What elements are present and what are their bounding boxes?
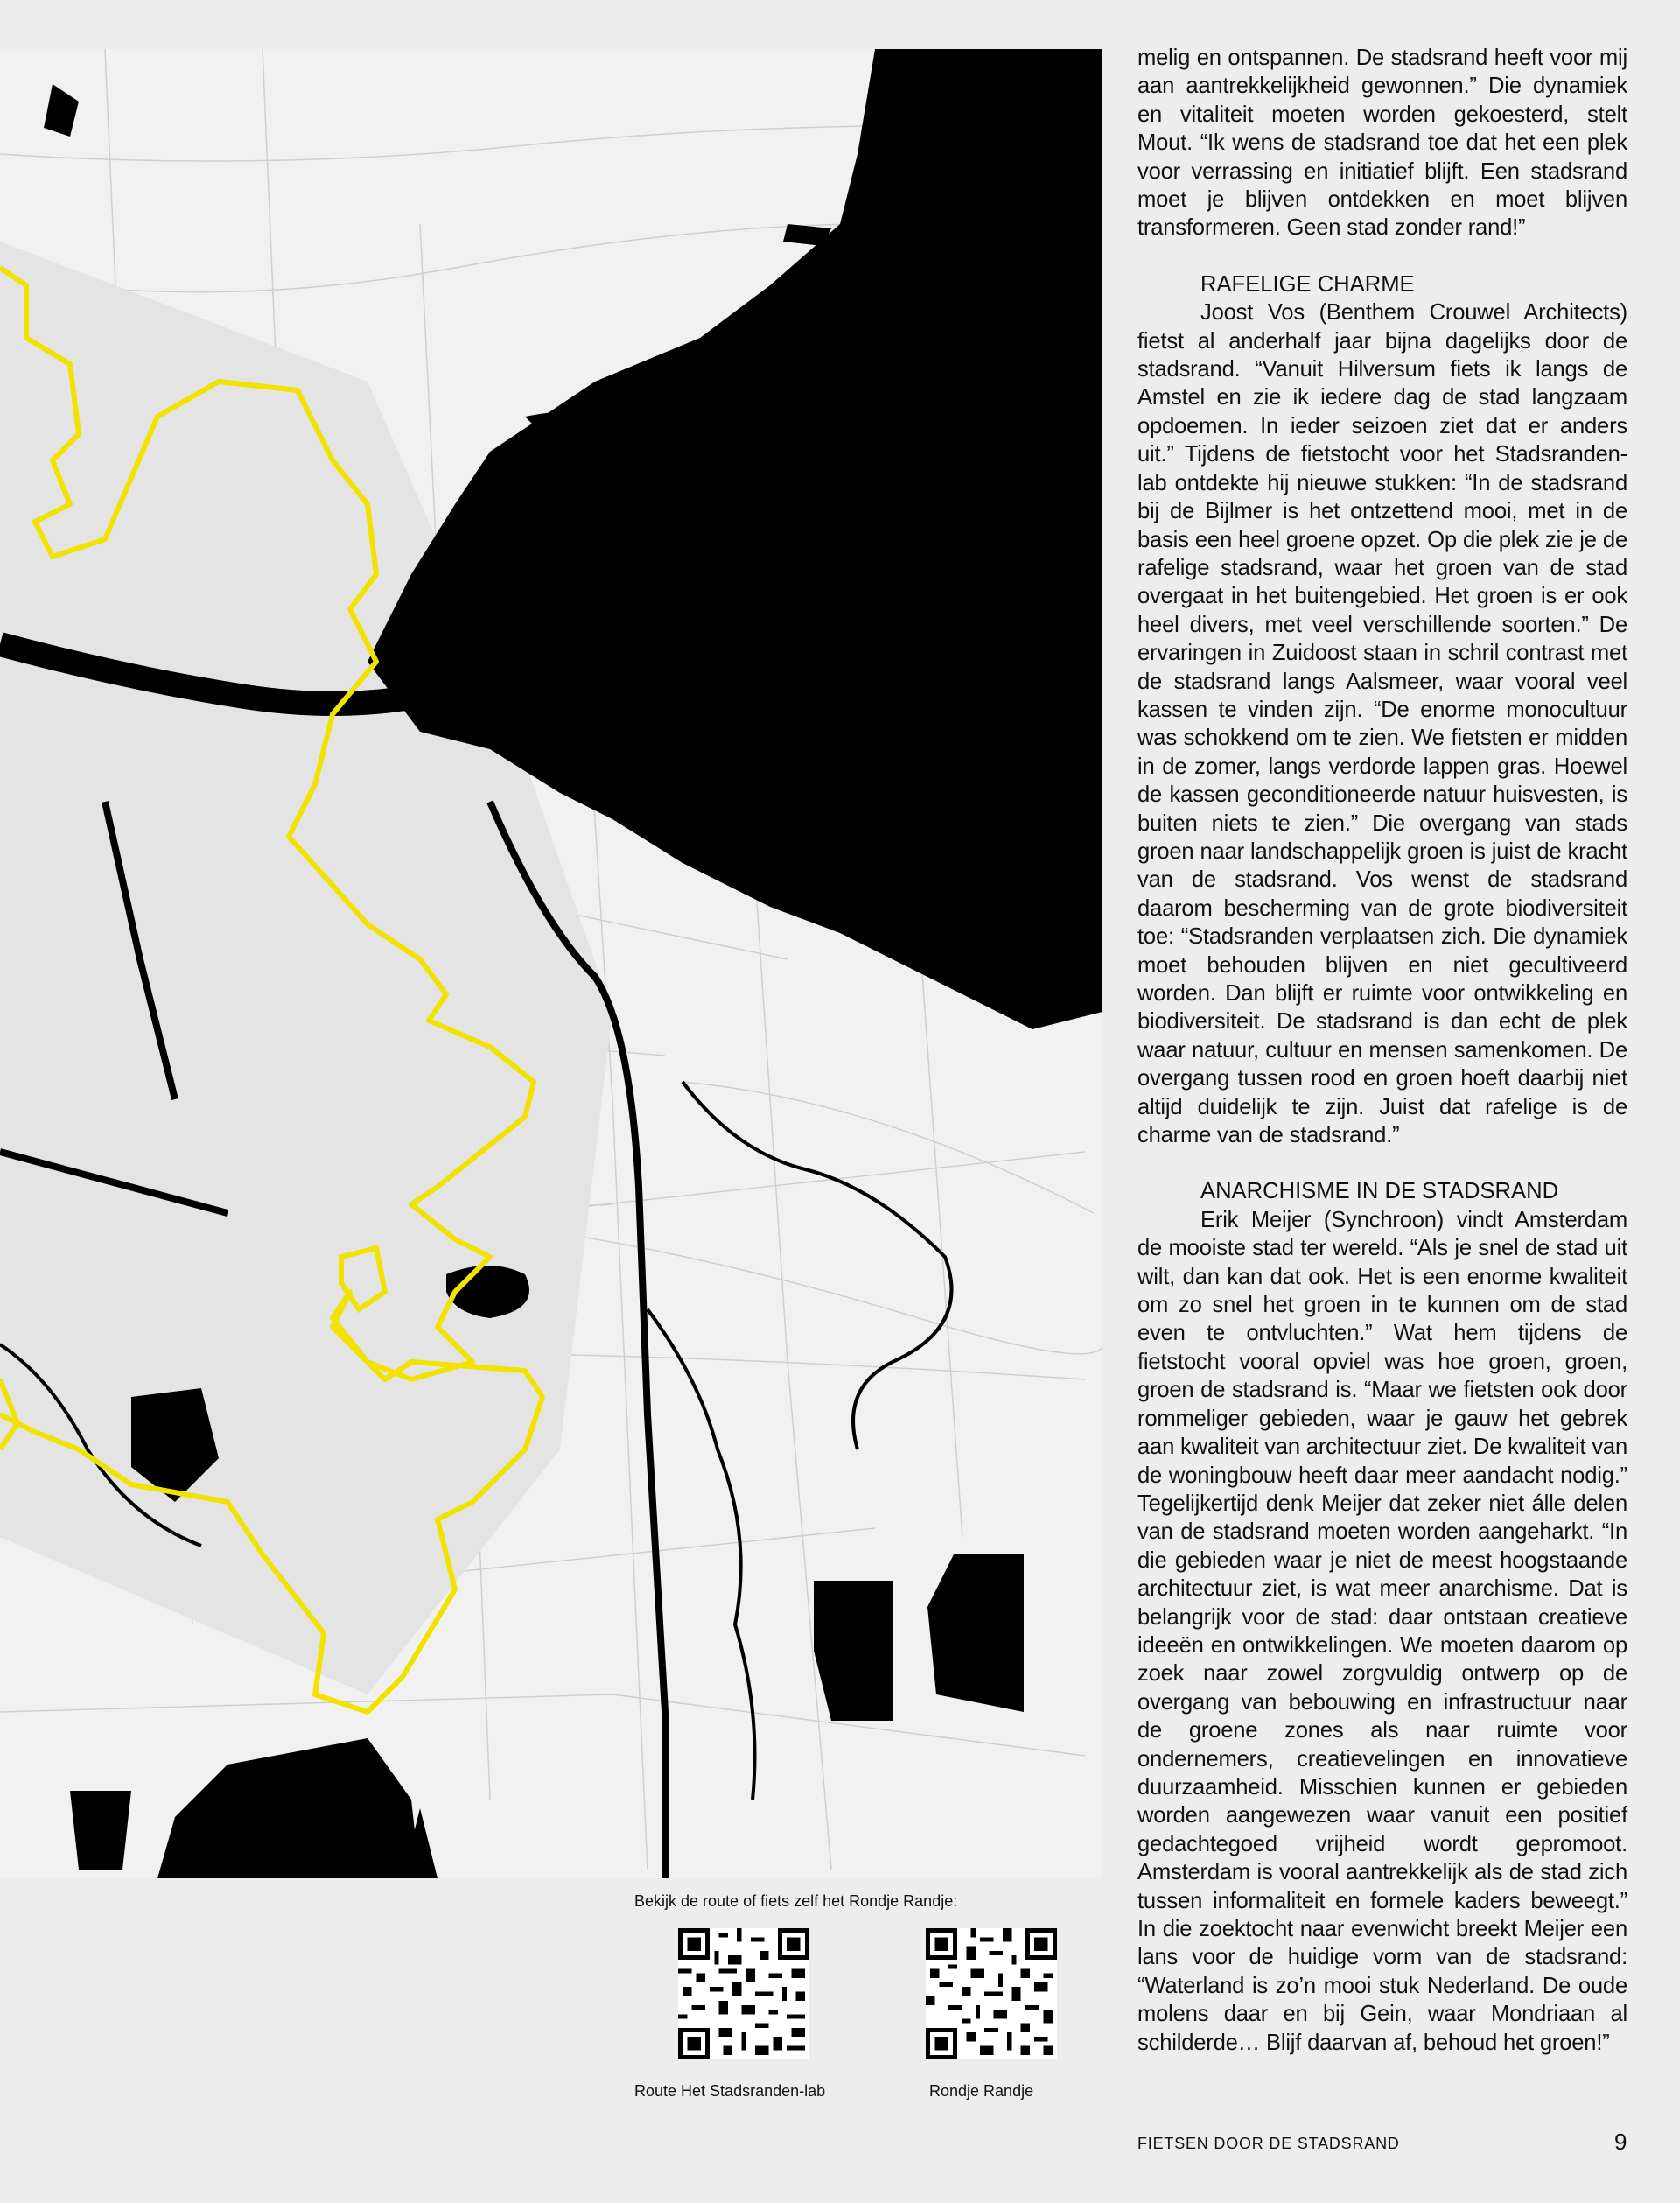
paragraph-intro: melig en ontspannen. De stadsrand heeft voor mij aan aantrekkelijkheid gewonnen.” Die dynamiek en vitaliteit moeten worden gekoesterd, stelt Mout. “Ik wens de stadsrand toe dat het een plek voor verrassing en initiatief blijft. Een stadsrand moet je blijven ontdekken en moet blijven transformeren. Geen stad zonder rand!” bbox=[1138, 46, 1628, 241]
route-map bbox=[0, 49, 1102, 1878]
amsterdam-map-illustration bbox=[0, 49, 1102, 1878]
qr-code-icon bbox=[678, 1928, 809, 2059]
page-number: 9 bbox=[1614, 2129, 1628, 2155]
paragraph-joost-vos: Joost Vos (Benthem Crouwel Architects) fietst al anderhalf jaar bijna dagelijks door de stadsrand. “Vanuit Hilversum fiets ik langs de Amstel en zie ik iedere dag de stad langzaam opdoemen. In ieder seizoen ziet dat er anders uit.” Tijdens de fietstocht voor het Stadsranden-lab ontdekte hij nieuwe stukken: “In de stadsrand bij de Bijlmer is het ontzettend mooi, met in de basis een heel groene opzet. Op die plek zie je de rafelige stadsrand, waar het groen van de stad overgaat in het buitengebied. Het groen is er ook heel divers, met veel verschillende soorten.” De ervaringen in Zuidoost staan in schril contrast met de stadsrand langs Aalsmeer, waar vooral veel kassen te vinden zijn. “De enorme monocultuur was schokkend om te zien. We fietsten er midden in de zomer, langs verdorde lappen gras. Hoewel de kassen geconditioneerde natuur huisvesten, is buiten niets te zien.” Die overgang van stads groen naar landschappelijk groen is juist de kracht van de stadsrand. Vos wenst de stadsrand daarom bescherming van de grote biodiversiteit toe: “Stadsranden verplaatsen zich. Die dynamiek moet behouden blijven en niet gecultiveerd worden. Dan blijft er ruimte voor ontwikkeling en biodiversiteit. De stadsrand is dan echt de plek waar natuur, cultuur en mensen samenkomen. De overgang tussen rood en groen hoeft daarbij niet altijd duidelijk te zijn. Juist dat rafelige is de charme van de stadsrand.” bbox=[1138, 300, 1628, 1148]
paragraph-erik-meijer: Erik Meijer (Synchroon) vindt Amsterdam de mooiste stad ter wereld. “Als je snel de stad uit wilt, dan kan dat ook. Het is een enorme kwaliteit om zo snel het groen in te kunnen om de stad even te ontvluchten.” Wat hem tijdens de fietstocht vooral opviel was hoe groen, groen, groen de stadsrand is. “Maar we fietsten ook door rommeliger gebieden, waar je gauw het gebrek aan kwaliteit van architectuur ziet. De kwaliteit van de woningbouw heeft daar meer aandacht nodig.” Tegelijkertijd denk Meijer dat zeker niet álle delen van de stadsrand moeten worden aangeharkt. “In die gebieden waar je niet de meest hoogstaande architectuur ziet, is wat meer anarchisme. Dat is belangrijk voor de stad: daar ontstaan creatieve ideeën en ontwikkelingen. We moeten daarom op zoek naar zowel zorgvuldig ontwerp op de overgang van bebouwing en infrastructuur naar de groene zones als naar ruimte voor ondernemers, creatievelingen en innovatieve duurzaamheid. Misschien kunnen er gebieden worden aangewezen waar vanuit een positief gedachtegoed vrijheid wordt gepromoot. Amsterdam is vooral aantrekkelijk als de stad zich tussen informaliteit en formele kaders beweegt.” In die zoektocht naar evenwicht breekt Meijer een lans voor de huidige vorm van de stadsrand: “Waterland is zo’n mooi stuk Nederland. De oude molens daar en bij Gein, waar Mondriaan al schilderde… Blijf daarvan af, behoud het groen!” bbox=[1138, 1207, 1628, 2055]
qr-label-rondje: Rondje Randje bbox=[929, 2082, 1034, 2100]
qr-caption: Bekijk de route of fiets zelf het Rondje Randje: bbox=[634, 1892, 958, 1910]
qr-code-rondje[interactable] bbox=[926, 1928, 1057, 2059]
qr-code-icon bbox=[926, 1928, 1057, 2059]
qr-code-route[interactable] bbox=[678, 1928, 809, 2059]
qr-label-route: Route Het Stadsranden-lab bbox=[634, 2082, 826, 2100]
heading-rafelige-charme: RAFELIGE CHARME bbox=[1200, 271, 1415, 297]
heading-anarchisme: ANARCHISME IN DE STADSRAND bbox=[1200, 1179, 1559, 1204]
footer-section-title: FIETSEN DOOR DE STADSRAND bbox=[1138, 2135, 1400, 2152]
article-column bbox=[1138, 44, 1628, 2057]
